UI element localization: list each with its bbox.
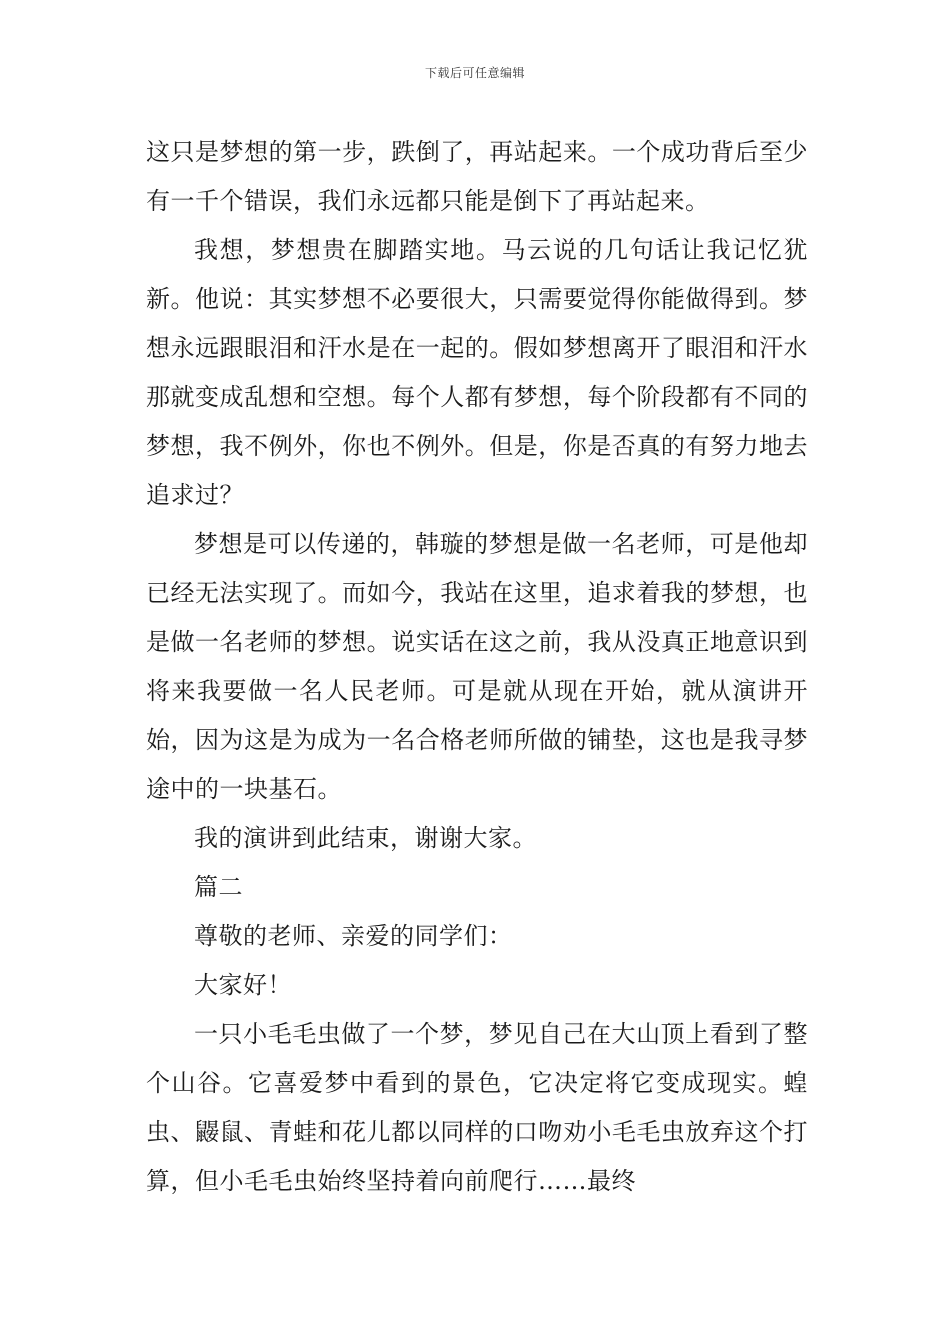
paragraph-dream-passed-on: 梦想是可以传递的，韩璇的梦想是做一名老师，可是他却已经无法实现了。而如今，我站在这里，追求着我的梦想，也是做一名老师的梦想。说实话在这之前，我从没真正地意识到将来我要做一名人民老师。可是就从现在开始，就从演讲开始，因为这是为成为一名合格老师所做的铺垫，这也是我寻梦途中的一块基石。 (146, 530, 808, 803)
paragraph-caterpillar: 一只小毛毛虫做了一个梦，梦见自己在大山顶上看到了整个山谷。它喜爱梦中看到的景色，它决定将它变成现实。蝗虫、鼹鼠、青蛙和花儿都以同样的口吻劝小毛毛虫放弃这个打算，但小毛毛虫始终坚持着向前爬行……最终 (146, 1020, 808, 1195)
document-body (146, 128, 808, 1206)
paragraph-closing: 我的演讲到此结束，谢谢大家。 (194, 824, 537, 852)
page-header: 下载后可任意编辑 (424, 66, 525, 80)
greeting: 大家好！ (194, 971, 292, 999)
paragraph-continuation: 这只是梦想的第一步，跌倒了，再站起来。一个成功背后至少有一千个错误，我们永远都只能是倒下了再站起来。 (146, 138, 808, 215)
paragraph-dream-grounded: 我想，梦想贵在脚踏实地。马云说的几句话让我记忆犹新。他说：其实梦想不必要很大，只需要觉得你能做得到。梦想永远跟眼泪和汗水是在一起的。假如梦想离开了眼泪和汗水那就变成乱想和空想。每个人都有梦想，每个阶段都有不同的梦想，我不例外，你也不例外。但是，你是否真的有努力地去追求过？ (146, 236, 808, 509)
section-heading: 篇二 (194, 873, 243, 901)
salutation: 尊敬的老师、亲爱的同学们： (194, 922, 513, 950)
